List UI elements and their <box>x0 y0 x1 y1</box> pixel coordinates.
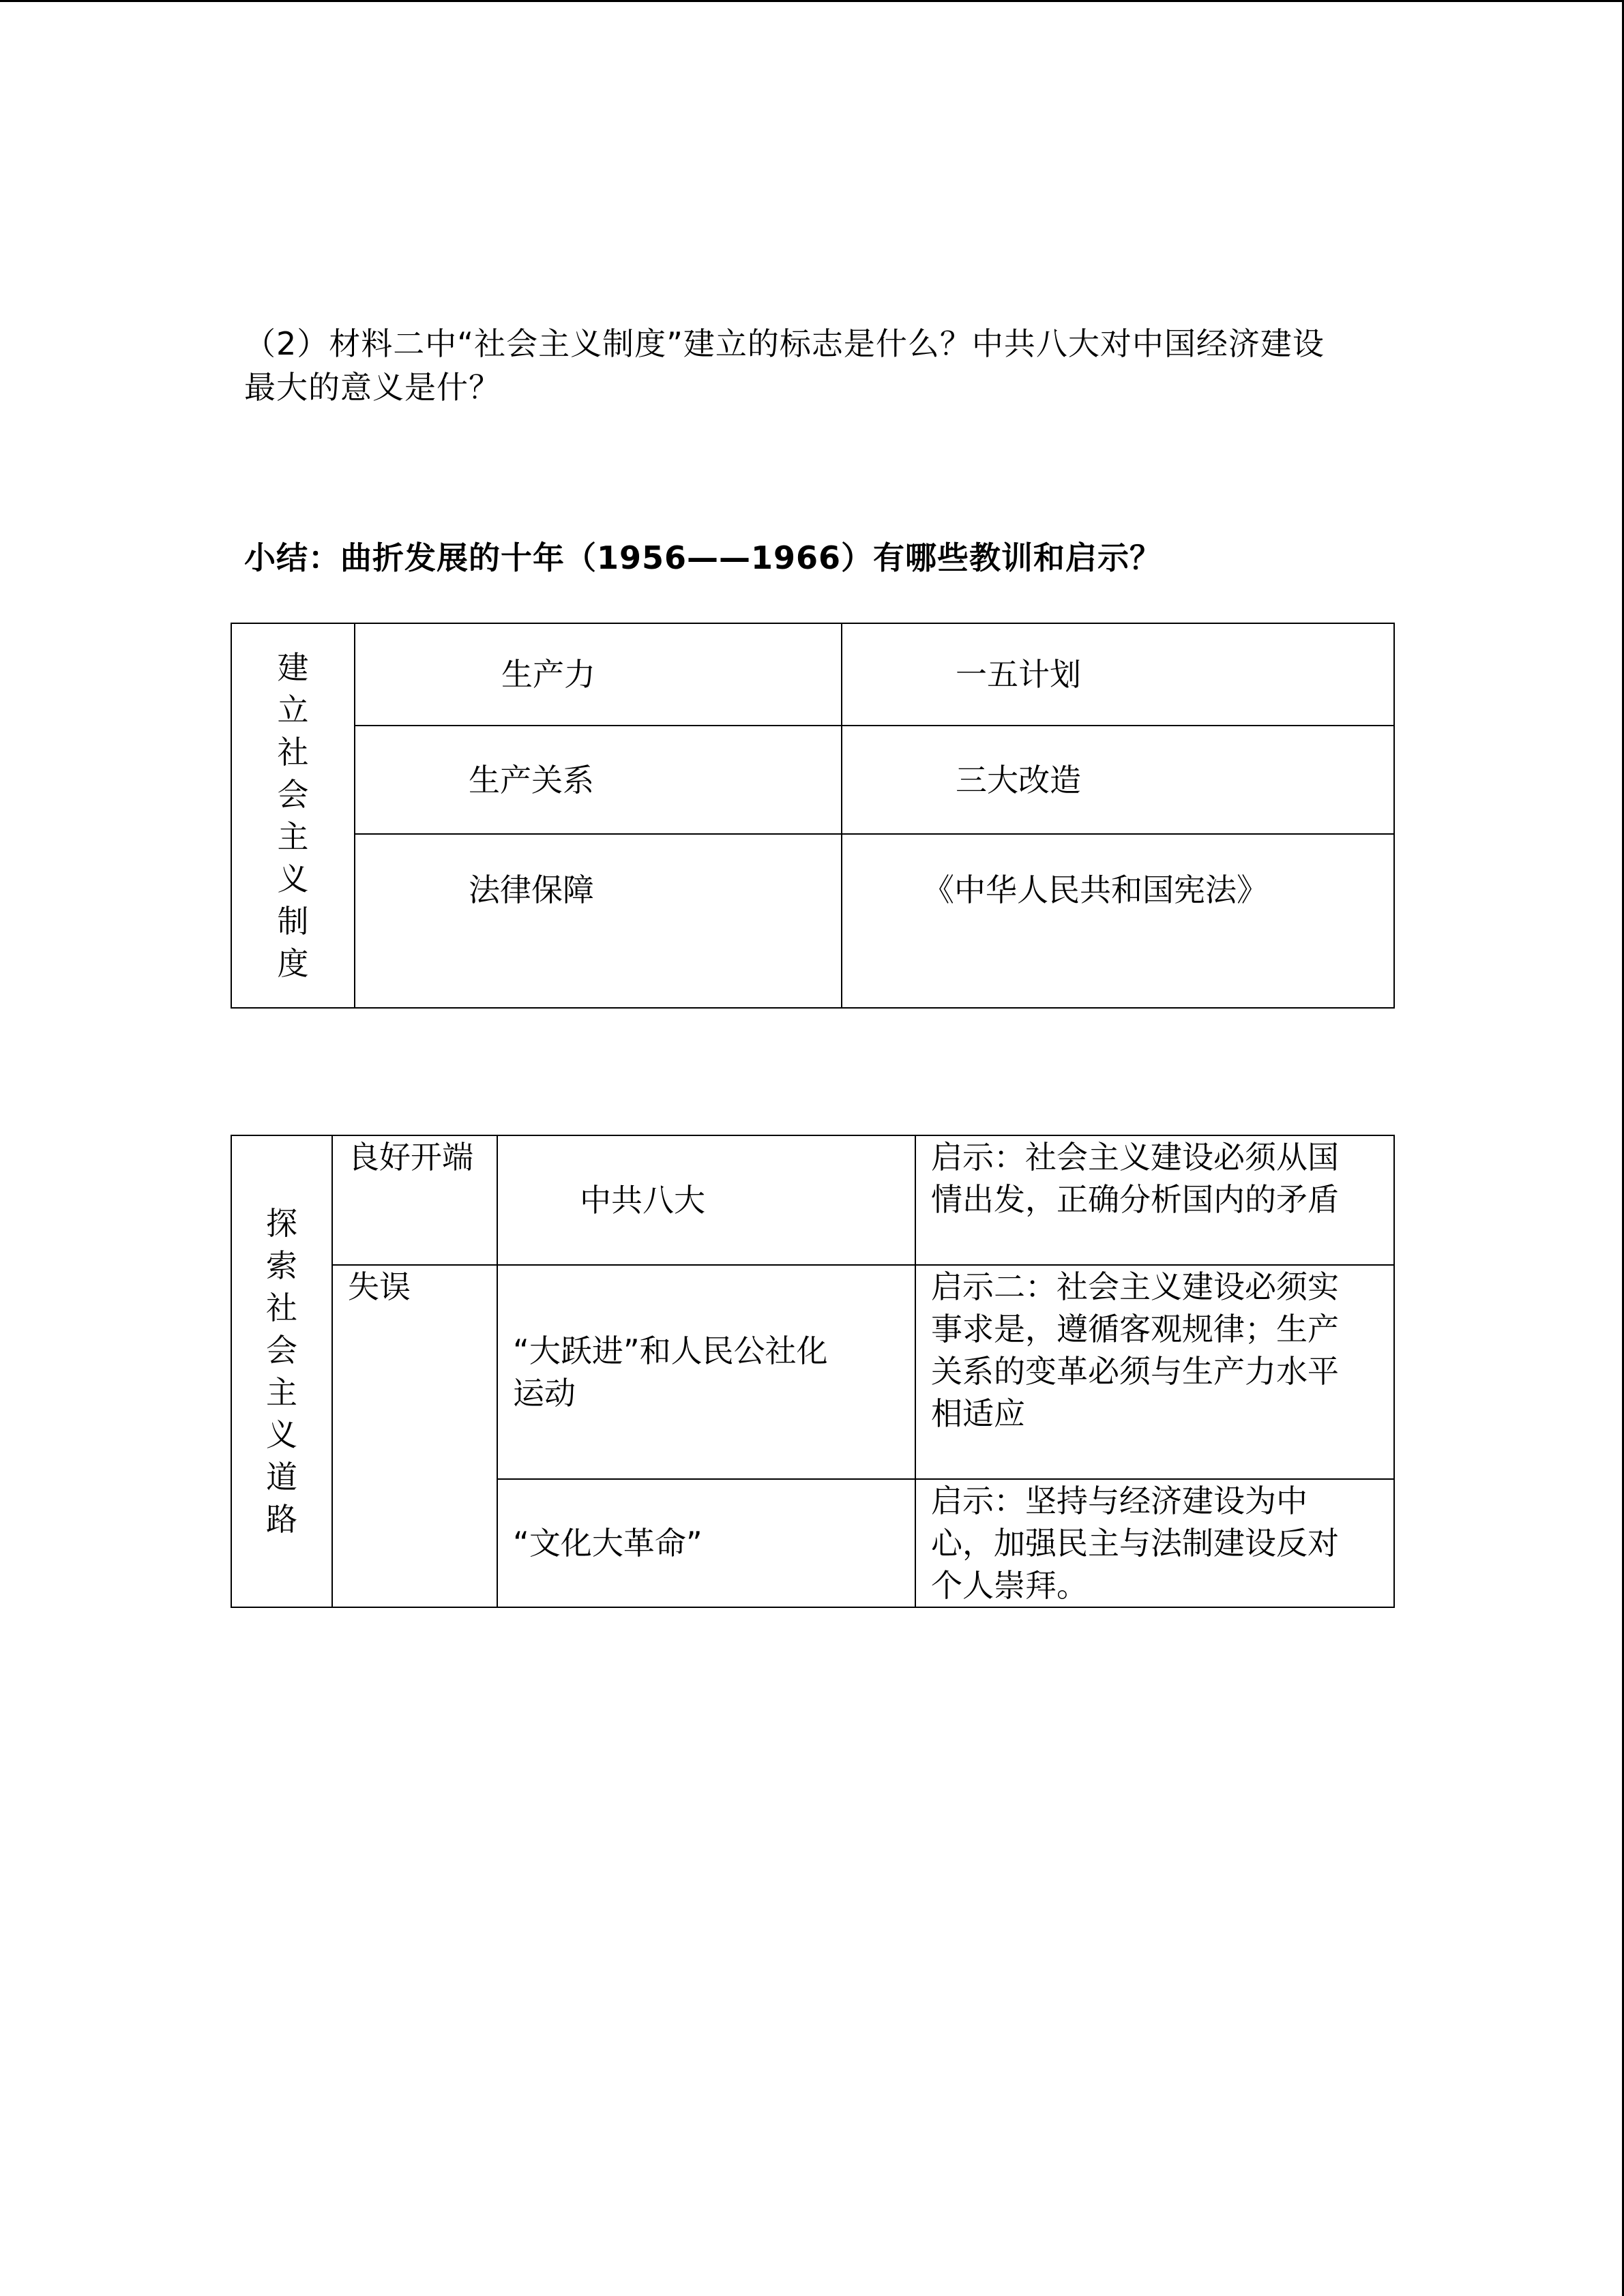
table-row <box>231 834 1394 1008</box>
table-row <box>231 623 1394 726</box>
summary-title: 小结：曲折发展的十年（1956——1966）有哪些教训和启示？ <box>244 539 1162 576</box>
content-cell: 三大改造 <box>842 726 1394 834</box>
aspect-cell: 法律保障 <box>355 834 842 1008</box>
side-label-establish: 建 立 社 会 主 义 制 度 <box>231 623 355 1008</box>
stage-mistakes: 失误 <box>332 1265 497 1607</box>
event-cell: 中共八大 <box>497 1135 915 1265</box>
event-cell: “大跃进”和人民公社化 运动 <box>497 1265 915 1479</box>
event-cell: “文化大革命” <box>497 1479 915 1607</box>
stage-good-start: 良好开端 <box>332 1135 497 1265</box>
lesson-cell: 启示二：社会主义建设必须实 事求是，遵循客观规律；生产 关系的变革必须与生产力水平 相适应 <box>915 1265 1394 1479</box>
content-cell: 《中华人民共和国宪法》 <box>842 834 1394 1008</box>
aspect-cell: 生产力 <box>355 623 842 726</box>
lesson-cell: 启示：社会主义建设必须从国 情出发，正确分析国内的矛盾 <box>915 1135 1394 1265</box>
lesson-cell: 启示：坚持与经济建设为中 心，加强民主与法制建设反对 个人崇拜。 <box>915 1479 1394 1607</box>
table-row <box>231 1265 1394 1479</box>
aspect-cell: 生产关系 <box>355 726 842 834</box>
content-cell: 一五计划 <box>842 623 1394 726</box>
page-border-top <box>0 0 1624 2</box>
side-label-explore: 探 索 社 会 主 义 道 路 <box>231 1135 332 1607</box>
table-row <box>231 726 1394 834</box>
question-line-1: （2）材料二中“社会主义制度”建立的标志是什么？中共八大对中国经济建设 <box>244 325 1325 362</box>
question-text <box>244 322 1390 409</box>
question-line-2: 最大的意义是什？ <box>244 369 501 406</box>
table-row <box>231 1135 1394 1265</box>
table-establish-socialism <box>231 623 1395 1009</box>
table-explore-socialism <box>231 1135 1395 1608</box>
